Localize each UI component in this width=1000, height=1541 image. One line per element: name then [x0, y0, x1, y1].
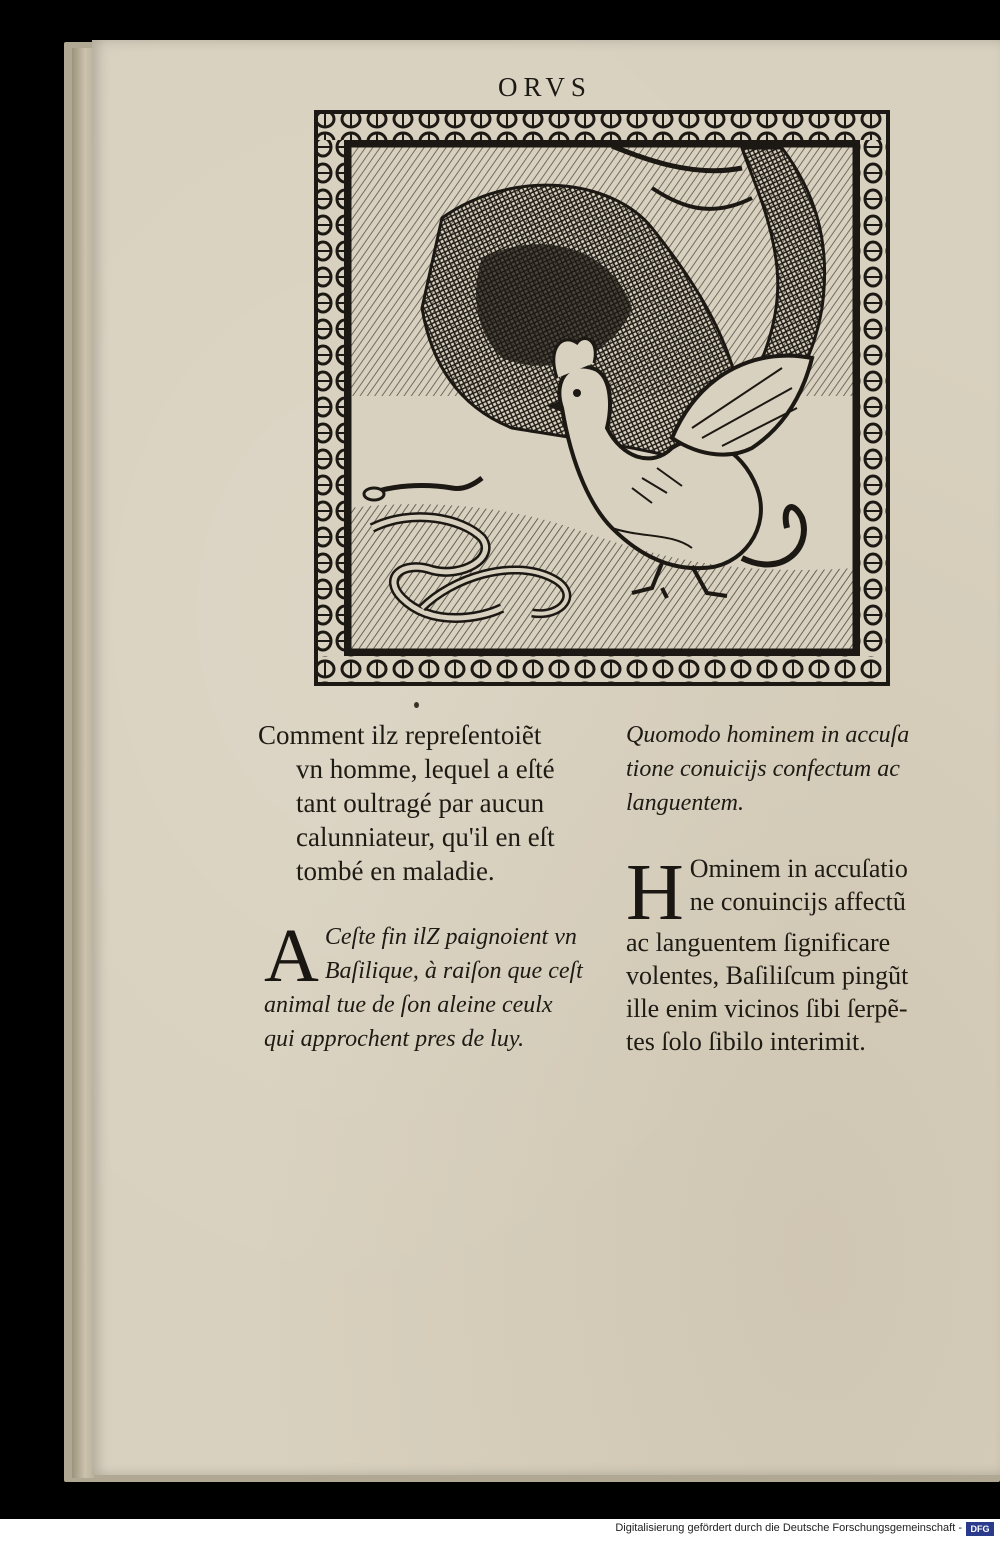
dfg-credit-text: Digitalisierung gefördert durch die Deutsche Forschungsgemeinschaft - — [615, 1522, 962, 1534]
latin-caption — [626, 718, 986, 820]
latin-caption-line: Quomodo hominem in accuſa — [626, 722, 910, 748]
french-body-line: Baſilique, à raiſon que ceſt — [324, 958, 583, 984]
french-body-line: qui approchent pres de luy. — [264, 1026, 525, 1052]
french-caption-line: Comment ilz repreſentoiẽt — [258, 720, 542, 750]
french-body — [264, 914, 610, 1056]
latin-body-line: ne conuincijs affectũ — [689, 887, 906, 916]
french-caption — [258, 718, 610, 888]
french-caption-line: vn homme, lequel a eſté — [296, 754, 555, 784]
running-head: ORVS — [498, 72, 592, 102]
french-body-line: Ceſte fin ilZ paignoient vn — [324, 924, 577, 950]
latin-drop-cap: H — [626, 849, 684, 937]
french-drop-cap: A — [264, 914, 319, 998]
latin-caption-line: languentem. — [626, 790, 744, 816]
dfg-logo: DFG — [966, 1522, 994, 1536]
french-caption-line: tant oultragé par aucun — [296, 788, 545, 818]
ink-smudge — [414, 702, 419, 708]
french-body-line: animal tue de ſon aleine ceulx — [264, 992, 553, 1018]
latin-body-line: ille enim vicinos ſibi ſerpẽ- — [626, 994, 908, 1023]
latin-caption-line: tione conuicijs confectum ac — [626, 756, 900, 782]
french-caption-line: calunniateur, qu'il en eſt — [296, 822, 555, 852]
basilisk-woodcut-illustration — [312, 108, 892, 688]
page-edge — [72, 48, 94, 1478]
latin-body — [626, 849, 986, 1058]
french-caption-line: tombé en maladie. — [296, 856, 495, 886]
latin-body-line: Ominem in accuſatio — [689, 854, 908, 883]
latin-body-line: volentes, Baſiliſcum pingũt — [626, 961, 909, 990]
latin-body-line: tes ſolo ſibilo interimit. — [626, 1027, 866, 1056]
latin-body-line: ac languentem ſignificare — [626, 928, 891, 957]
